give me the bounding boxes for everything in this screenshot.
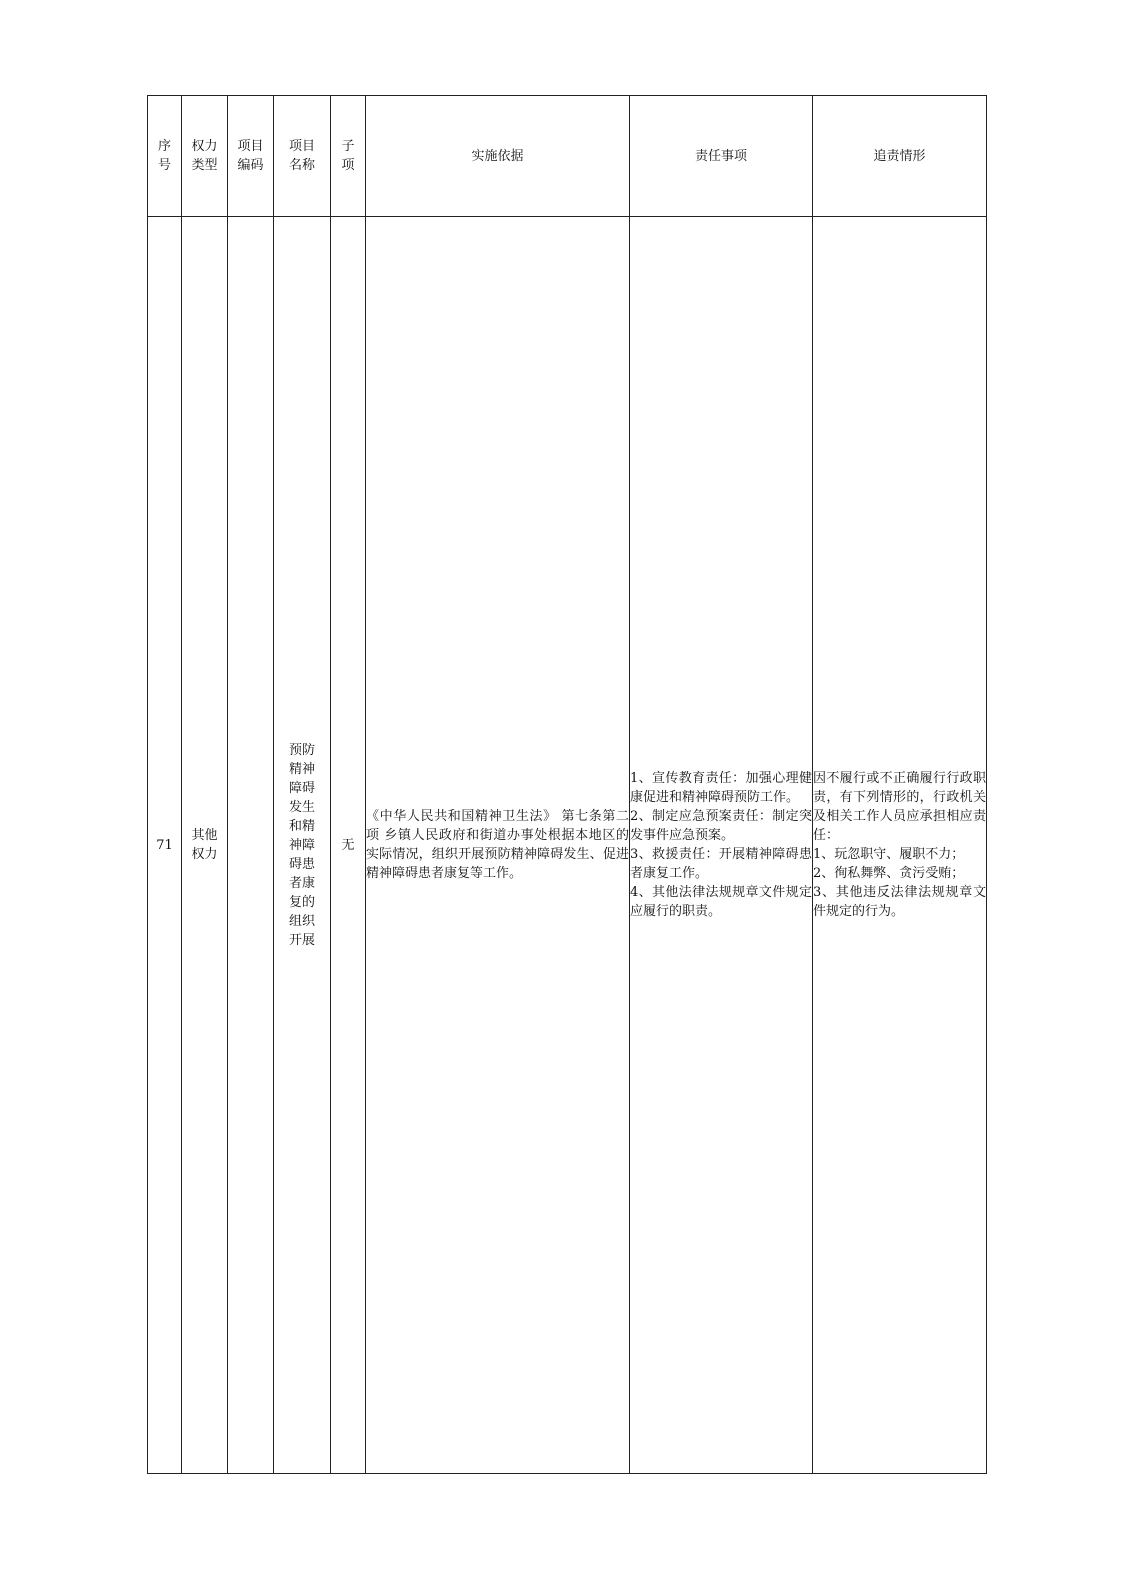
responsibility-item: 3、救援责任：开展精神障碍患者康复工作。 — [630, 847, 812, 881]
cell-sub-item: 无 — [331, 217, 366, 1474]
header-power-type: 权力 类型 — [182, 96, 228, 217]
responsibility-item: 2、制定应急预案责任：制定突发事件应急预案。 — [630, 809, 812, 843]
accountability-item: 1、玩忽职守、履职不力； — [813, 847, 965, 862]
header-responsibility: 责任事项 — [630, 96, 813, 217]
responsibility-item: 1、宣传教育责任：加强心理健康促进和精神障碍预防工作。 — [630, 771, 812, 805]
cell-power-type: 其他 权力 — [182, 217, 228, 1474]
cell-legal-basis: 《中华人民共和国精神卫生法》 第七条第二项 乡镇人民政府和街道办事处根据本地区的实际情况，组织开展预防精神障碍发生、促进精神障碍患者康复等工作。 — [366, 217, 630, 1474]
cell-seq: 71 — [148, 217, 182, 1474]
header-legal-basis: 实施依据 — [366, 96, 630, 217]
header-item-code: 项目 编码 — [228, 96, 274, 217]
accountability-item: 3、其他违反法律法规规章文件规定的行为。 — [813, 885, 986, 919]
responsibility-item: 4、其他法律法规规章文件规定应履行的职责。 — [630, 885, 812, 919]
header-item-name: 项目 名称 — [274, 96, 331, 217]
header-sub-item: 子 项 — [331, 96, 366, 217]
cell-item-name: 预防 精神 障碍 发生 和精 神障 碍患 者康 复的 组织 开展 — [274, 217, 331, 1474]
table-row — [148, 217, 987, 1474]
power-list-table — [147, 95, 987, 1474]
power-list-table-wrapper — [147, 95, 986, 1474]
accountability-item: 2、徇私舞弊、贪污受贿； — [813, 866, 965, 881]
table-header-row — [148, 96, 987, 217]
header-accountability: 追责情形 — [813, 96, 987, 217]
cell-accountability — [813, 217, 987, 1474]
accountability-intro: 因不履行或不正确履行行政职责，有下列情形的，行政机关及相关工作人员应承担相应责任： — [813, 771, 986, 843]
cell-item-code — [228, 217, 274, 1474]
cell-responsibility — [630, 217, 813, 1474]
header-seq: 序 号 — [148, 96, 182, 217]
